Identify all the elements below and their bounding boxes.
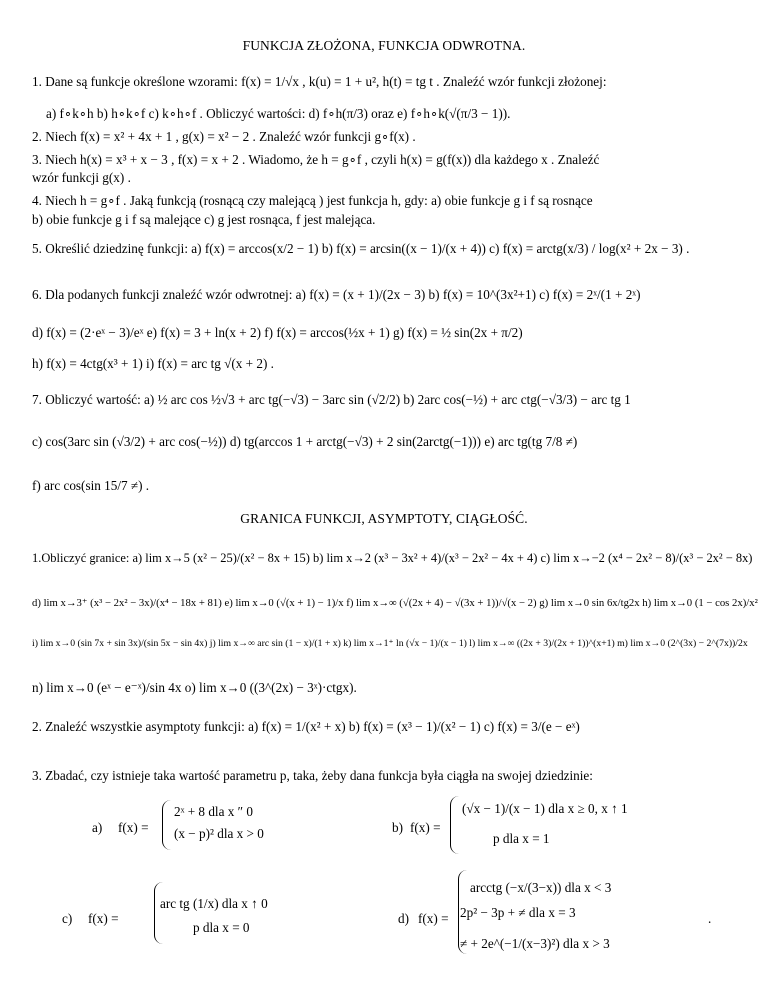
problem-3-text-cont: wzór funkcji g(x) .: [32, 170, 131, 185]
problem-6-parts-d-g: d) f(x) = (2·eˣ − 3)/eˣ e) f(x) = 3 + ln(x + 2) f) f(x) = arccos(½x + 1) g) f(x) = ½ sin(2x + π/2): [32, 325, 523, 340]
section-title-limits: GRANICA FUNKCJI, ASYMPTOTY, CIĄGŁOŚĆ.: [240, 511, 528, 526]
problem-5-text: 5. Określić dziedzinę funkcji: a) f(x) = arccos(x/2 − 1) b) f(x) = arcsin((x − 1)/(x + 4)) c) f(x) = arctg(x/3) / log(x² + 2x − 3) .: [32, 241, 690, 256]
brace-b: [450, 796, 459, 854]
brace-c: [154, 882, 163, 944]
limits-row-i-m: i) lim x→0 (sin 7x + sin 3x)/(sin 5x − sin 4x) j) lim x→∞ arc sin (1 − x)/(1 + x) k) lim x→1⁺ ln (√x − 1)/(x − 1) l) lim x→∞ ((2x + 3)/(2x + 1))^(x+1) m) lim x→0 (2^(3x) − 2^(7x))/2x: [32, 638, 748, 649]
problem-4-text-cont: b) obie funkcje g i f są malejące c) g jest rosnąca, f jest malejąca.: [32, 212, 376, 227]
limits-row-n-o: n) lim x→0 (eˣ − e⁻ˣ)/sin 4x o) lim x→0 ((3^(2x) − 3ˣ)·ctgx).: [32, 680, 357, 695]
problem-1-text: 1. Dane są funkcje określone wzorami: f(x) = 1/√x , k(u) = 1 + u², h(t) = tg t . Znaleźć wzór funkcji złożonej:: [32, 74, 607, 89]
document-page: FUNKCJA ZŁOŻONA, FUNKCJA ODWROTNA. 1. Dane są funkcje określone wzorami: f(x) = 1/√x , k(u) = 1 + u², h(t) = tg t . Znaleźć wzór funkcji złożonej: a) f∘k∘h b) h∘k∘f c) k∘h∘f . Obliczyć wartości: d) f∘h(π/3) oraz e) f∘h∘k(√(π/3 − 1)). 2. Niech f(x) = x² + 4x + 1 , g(x) = x² − 2 . Znaleźć wzór funkcji g∘f(x) . 3. Niech h(x) = x³ + x − 3 , f(x) = x + 2 . Wiadomo, że h = g∘f , czyli h(x) = g(f(x)) dla każdego x . Znaleźć wzór funkcji g(x) . 4. Niech h = g∘f . Jaką funkcją (rosnącą czy malejącą ) jest funkcja h, gdy: a) obie funkcje g i f są rosnące b) obie funkcje g i f są malejące c) g jest rosnąca, f jest malejąca. 5. Określić dziedzinę funkcji: a) f(x) = arccos(x/2 − 1) b) f(x) = arcsin((x − 1)/(x + 4)) c) f(x) = arctg(x/3) / log(x² + 2x − 3) . 6. Dla podanych funkcji znaleźć wzór odwrotnej: a) f(x) = (x + 1)/(2x − 3) b) f(x) = 10^(3x²+1) c) f(x) = 2ˣ/(1 + 2ˣ) d) f(x) = (2·eˣ − 3)/eˣ e) f(x) = 3 + ln(x + 2) f) f(x) = arccos(½x + 1) g) f(x) = ½ sin(2x + π/2) h) f(x) = 4ctg(x³ + 1) i) f(x) = arc tg √(x + 2) . 7. Obliczyć wartość: a) ½ arc cos ½√3 + arc tg(−√3) − 3arc sin (√2/2) b) 2arc cos(−½) + arc ctg(−√3/3) − arc tg 1 c) cos(3arc sin (√3/2) + arc cos(−½)) d) tg(arccos 1 + arctg(−√3) + 2 sin(2arctg(−1))) e) arc tg(tg 7/8 ≠) f) arc cos(sin 15/7 ≠) . GRANICA FUNKCJI, ASYMPTOTY, CIĄGŁOŚĆ. 1.Obliczyć granice: a) lim x→5 (x² − 25)/(x² − 8x + 15) b) lim x→2 (x³ − 3x² + 4)/(x³ − 2x² − 4x + 4) c) lim x→−2 (x⁴ − 2x² − 8)/(x³ − 2x² − 8x) d) lim x→3⁺ (x³ − 2x² − 3x)/(x⁴ − 18x + 81) e) lim x→0 (√(x + 1) − 1)/x f) lim x→∞ (√(2x + 4) − √(3x + 1))/√(x − 2) g) lim x→0 sin 6x/tg2x h) lim x→0 (1 − cos 2x)/x² i) lim x→0 (sin 7x + sin 3x)/(sin 5x − sin 4x) j) lim x→∞ arc sin (1 − x)/(1 + x) k) lim x→1⁺ ln (√x − 1)/(x − 1) l) lim x→∞ ((2x + 3)/(2x + 1))^(x+1) m) lim x→0 (2^(3x) − 2^(7x))/2x n) lim x→0 (eˣ − e⁻ˣ)/sin 4x o) lim x→0 ((3^(2x) − 3ˣ)·ctgx). 2. Znaleźć wszystkie asymptoty funkcji: a) f(x) = 1/(x² + x) b) f(x) = (x³ − 1)/(x² − 1) c) f(x) = 3/(e − eˣ) 3. Zbadać, czy istnieje taka wartość parametru p, taka, żeby dana funkcja była ciągła na swojej dziedzinie: a) f(x) = 2ˣ + 8 dla x ″ 0 (x − p)² dla x > 0 b) f(x) = (√x − 1)/(x − 1) dla x ≥ 0, x ↑ 1 p dla x = 1 c) f(x) = arc tg (1/x) dla x ↑ 0 p dla x = 0 d) f(x) = arcctg (−x/(3−x)) dla x < 3 2p² − 3p + ≠ dla x = 3 ≠ + 2e^(−1/(x−3)²) dla x > 3 .: [0, 0, 768, 994]
problem-6-text: 6. Dla podanych funkcji znaleźć wzór odwrotnej: a) f(x) = (x + 1)/(2x − 3) b) f(x) = 10^(3x²+1) c) f(x) = 2ˣ/(1 + 2ˣ): [32, 287, 641, 302]
problem-7-text: 7. Obliczyć wartość: a) ½ arc cos ½√3 + arc tg(−√3) − 3arc sin (√2/2) b) 2arc cos(−½) + arc ctg(−√3/3) − arc tg 1: [32, 392, 631, 407]
continuity-problem: 3. Zbadać, czy istnieje taka wartość parametru p, taka, żeby dana funkcja była ciągła na swojej dziedzinie:: [32, 768, 593, 783]
problem-7-parts-c-e: c) cos(3arc sin (√3/2) + arc cos(−½)) d) tg(arccos 1 + arctg(−√3) + 2 sin(2arctg(−1))) e) arc tg(tg 7/8 ≠): [32, 434, 578, 449]
problem-2-text: 2. Niech f(x) = x² + 4x + 1 , g(x) = x² − 2 . Znaleźć wzór funkcji g∘f(x) .: [32, 129, 416, 144]
limits-row-a-c: 1.Obliczyć granice: a) lim x→5 (x² − 25)/(x² − 8x + 15) b) lim x→2 (x³ − 3x² + 4)/(x³ − 2x² − 4x + 4) c) lim x→−2 (x⁴ − 2x² − 8)/(x³ − 2x² − 8x): [32, 551, 753, 565]
problem-3-text: 3. Niech h(x) = x³ + x − 3 , f(x) = x + 2 . Wiadomo, że h = g∘f , czyli h(x) = g(f(x)) dla każdego x . Znaleźć: [32, 152, 600, 167]
brace-a: [162, 800, 171, 850]
asymptotes-problem: 2. Znaleźć wszystkie asymptoty funkcji: a) f(x) = 1/(x² + x) b) f(x) = (x³ − 1)/(x² − 1) c) f(x) = 3/(e − eˣ): [32, 719, 580, 734]
section-title-composite-functions: FUNKCJA ZŁOŻONA, FUNKCJA ODWROTNA.: [242, 38, 526, 53]
problem-6-parts-h-i: h) f(x) = 4ctg(x³ + 1) i) f(x) = arc tg √(x + 2) .: [32, 356, 274, 371]
limits-row-d-h: d) lim x→3⁺ (x³ − 2x² − 3x)/(x⁴ − 18x + 81) e) lim x→0 (√(x + 1) − 1)/x f) lim x→∞ (√(2x + 4) − √(3x + 1))/√(x − 2) g) lim x→0 sin 6x/tg2x h) lim x→0 (1 − cos 2x)/x²: [32, 597, 758, 609]
problem-4-text: 4. Niech h = g∘f . Jaką funkcją (rosnącą czy malejącą ) jest funkcja h, gdy: a) obie funkcje g i f są rosnące: [32, 193, 593, 208]
problem-1-parts: a) f∘k∘h b) h∘k∘f c) k∘h∘f . Obliczyć wartości: d) f∘h(π/3) oraz e) f∘h∘k(√(π/3 − 1)).: [46, 106, 511, 121]
problem-7-part-f: f) arc cos(sin 15/7 ≠) .: [32, 478, 150, 493]
